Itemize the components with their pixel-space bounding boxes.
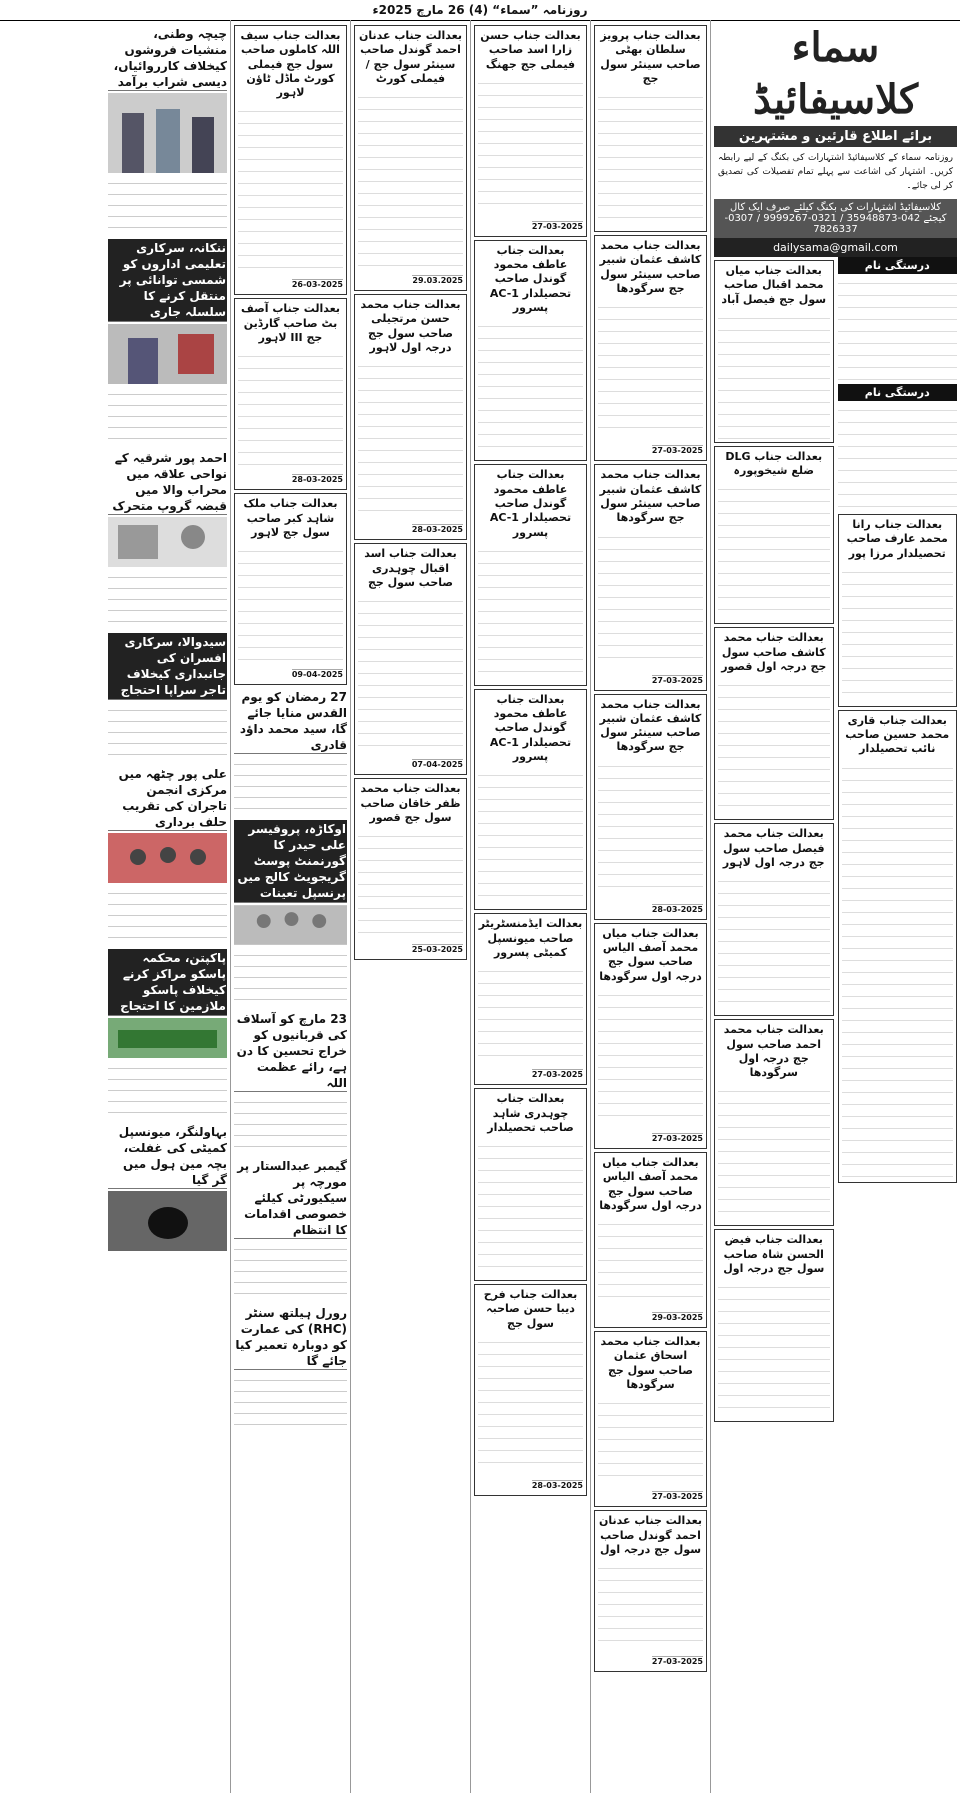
- ad-body: [598, 986, 703, 1126]
- court-ad: [234, 298, 347, 490]
- news-body: [108, 175, 227, 235]
- classified-brand: سماء کلاسیفائیڈ: [752, 24, 919, 123]
- court-ad: [714, 1019, 834, 1226]
- court-ad: [594, 1152, 707, 1328]
- news-body: [108, 569, 227, 629]
- news-photo: [234, 905, 347, 945]
- ad-body: [238, 347, 343, 467]
- court-title: بعدالت جناب محمد احمد صاحب سول جج درجہ اول سرگودھا: [723, 1023, 824, 1080]
- news-body: [234, 1241, 347, 1301]
- ad-body: [842, 759, 954, 1179]
- ad-body: [238, 542, 343, 662]
- ad-body: [478, 766, 583, 906]
- court-title: بعدالت جناب عاطف محمود گوندل صاحب تحصیلدار AC-1 پسرور: [489, 468, 572, 539]
- court-title: بعدالت جناب محمد کاشف عثمان شبیر صاحب سینئر سول جج سرگودھا: [599, 468, 702, 525]
- court-title: بعدالت جناب فیض الحسن شاہ صاحب سول جج درجہ اول: [723, 1233, 825, 1276]
- ad-body: [238, 102, 343, 272]
- court-ad: [594, 464, 707, 690]
- classified-intro: روزنامہ سماء کے کلاسیفائیڈ اشتہارات کی بکنگ کے لیے رابطہ کریں۔ اشتہار کی اشاعت سے پہلے تمام تفصیلات کی تصدیق کر لی جائے۔: [718, 153, 953, 191]
- news-body: [108, 885, 227, 945]
- classified-contact: کلاسیفائیڈ اشتہارات کی بکنگ کیلئے صرف ایک کال کیجئے 042-35948873 / 0321-9999267 / 0307-7826337: [714, 199, 957, 238]
- hearing-date: 27-03-2025: [651, 1492, 703, 1502]
- court-title: بعدالت جناب محمد کاشف عثمان شبیر صاحب سینئر سول جج سرگودھا: [599, 697, 702, 754]
- court-title: بعدالت ایڈمنسٹریٹر صاحب میونسپل کمیٹی پسرور: [478, 917, 583, 959]
- hearing-date: 09-04-2025: [291, 670, 343, 680]
- ad-body: [478, 542, 583, 682]
- hearing-date: 28-03-2025: [411, 525, 463, 535]
- court-title: بعدالت جناب سیف اللہ کاملوں صاحب سول جج فیملی کورٹ ماڈل ٹاؤن لاہور: [240, 29, 341, 100]
- court-title: بعدالت جناب محمد فیصل صاحب سول جج درجہ اول لاہور: [722, 827, 825, 869]
- news-body: [234, 1094, 347, 1154]
- ad-body: [718, 309, 830, 439]
- court-ad: [474, 240, 587, 461]
- court-ad: [474, 1284, 587, 1496]
- news-headline: علی پور چٹھہ میں مرکزی انجمن تاجران کی تقریب حلف برداری: [108, 766, 227, 831]
- news-headline: بہاولنگر، میونسپل کمیٹی کی غفلت، بچہ مین ہول میں گر گیا: [108, 1124, 227, 1189]
- news-photo: [108, 93, 227, 173]
- hearing-date: 27-03-2025: [651, 1133, 703, 1143]
- court-ad: [474, 25, 587, 237]
- court-ad: [474, 689, 587, 910]
- court-title: بعدالت جناب حسن زارا اسد صاحب فیملی جج جھنگ: [480, 29, 581, 71]
- ad-body: [718, 676, 830, 816]
- correction-title: درستگی نام: [838, 257, 958, 274]
- ad-body: [598, 1559, 703, 1649]
- hearing-date: 27-03-2025: [651, 1657, 703, 1667]
- court-ad: [474, 464, 587, 685]
- ad-body: [358, 592, 463, 752]
- court-ad: [714, 627, 834, 820]
- court-ad: [354, 778, 467, 960]
- ad-body: [478, 1137, 583, 1277]
- court-ad: [354, 25, 467, 291]
- news-photo: [108, 833, 227, 883]
- court-ad: [594, 25, 707, 232]
- court-title: بعدالت جناب آصف بٹ صاحب گارڈین جج III لاہور: [241, 302, 340, 345]
- court-ad: [234, 493, 347, 685]
- columns: [0, 20, 960, 1793]
- ad-body: [358, 357, 463, 517]
- news-photo: [108, 324, 227, 384]
- ad-body: [478, 1333, 583, 1473]
- hearing-date: 26-03-2025: [291, 280, 343, 290]
- ad-body: [598, 298, 703, 438]
- news-headline: ننکانہ، سرکاری تعلیمی اداروں کو شمسی توانائی پر منتقل کرنے کا سلسلہ جاری: [108, 239, 227, 322]
- court-ad: [594, 923, 707, 1149]
- classified-lower: [714, 257, 957, 1425]
- hearing-date: 27-03-2025: [651, 446, 703, 456]
- court-ad: [714, 446, 834, 625]
- news-headline: اوکاڑہ، پروفیسر علی حیدر کا گورنمنٹ پوسٹ گریجویٹ کالج میں پرنسپل تعینات: [234, 820, 347, 903]
- ad-body: [358, 827, 463, 937]
- classified-column: [710, 20, 960, 1793]
- news-photo: [108, 1191, 227, 1251]
- classified-subtitle: برائے اطلاع قارئین و مشتہرین: [714, 126, 957, 147]
- court-title: بعدالت جناب عاطف محمود گوندل صاحب تحصیلدار AC-1 پسرور: [489, 692, 572, 764]
- court-title: بعدالت جناب پرویز سلطان بھٹی صاحب سینئر سول جج: [600, 29, 701, 85]
- court-title: بعدالت جناب اسد اقبال چوہدری صاحب سول جج: [364, 547, 457, 589]
- news-column: [105, 20, 230, 1793]
- court-ad: [714, 823, 834, 1016]
- hearing-date: 27-03-2025: [651, 675, 703, 685]
- ads-news-column-3: [230, 20, 350, 1793]
- court-ad: [474, 1088, 587, 1281]
- ad-body: [718, 872, 830, 1012]
- ad-body: [598, 1394, 703, 1484]
- court-title: بعدالت جناب محمد کاشف صاحب سول جج درجہ اول قصور: [721, 631, 827, 674]
- court-title: بعدالت جناب عدنان احمد گوندل صاحب سول جج درجہ اول: [598, 1514, 703, 1556]
- court-title: بعدالت جناب میاں محمد اقبال صاحب سول جج فیصل آباد: [721, 264, 827, 306]
- ads-column-4: [350, 20, 470, 1793]
- court-title: بعدالت جناب محمد اسحاق عثمان صاحب سول جج سرگودھا: [600, 1335, 701, 1392]
- court-title: بعدالت جناب میاں محمد آصف الیاس صاحب سول جج درجہ اول سرگودھا: [599, 1155, 702, 1212]
- court-title: بعدالت جناب چوہدری شاہد صاحب تحصیلدار: [487, 1092, 574, 1134]
- court-title: بعدالت جناب محمد حسن مرتجیلی صاحب سول جج درجہ اول لاہور: [360, 298, 461, 355]
- ad-body: [718, 1278, 830, 1418]
- correction-body: [838, 401, 958, 511]
- ad-body: [718, 480, 830, 620]
- ad-body: [478, 74, 583, 214]
- hearing-date: 29-03-2025: [651, 1313, 703, 1323]
- court-ad: [594, 1331, 707, 1507]
- court-title: بعدالت جناب عاطف محمود گوندل صاحب تحصیلدار AC-1 پسرور: [489, 243, 572, 315]
- ad-body: [598, 1215, 703, 1305]
- news-headline: 27 رمضان کو یوم القدس منایا جائے گا، سید محمد داؤد قادری: [234, 689, 347, 754]
- correction-body: [838, 274, 958, 384]
- court-title: بعدالت جناب فرح دیبا حسن صاحبہ سول جج: [483, 1288, 578, 1330]
- ad-body: [842, 563, 954, 703]
- news-photo: [108, 1018, 227, 1058]
- court-title: بعدالت جناب قاری محمد حسین صاحب نائب تحصیلدار: [845, 713, 950, 756]
- news-body: [234, 1372, 347, 1432]
- news-headline: احمد پور شرقیہ کے نواحی علاقہ میں محراب والا میں قبضہ گروپ متحرک: [108, 450, 227, 515]
- ad-body: [718, 1082, 830, 1222]
- ad-body: [598, 757, 703, 897]
- news-headline: سیدوالا، سرکاری افسران کی جانبداری کیخلاف تاجر سراپا احتجاج: [108, 633, 227, 700]
- classified-right-half: [838, 257, 958, 1425]
- news-headline: 23 مارچ کو آسلاف کی قربانیوں کو خراج تحسین کا دن ہے، رائے عظمت اللہ: [234, 1011, 347, 1092]
- hearing-date: 28-03-2025: [531, 1481, 583, 1491]
- news-headline: چیچہ وطنی، منشیات فروشوں کیخلاف کارروائیاں، دیسی شراب برآمد: [108, 26, 227, 91]
- hearing-date: 27-03-2025: [531, 1070, 583, 1080]
- court-ad: [594, 1510, 707, 1672]
- news-body: [108, 1060, 227, 1120]
- news-body: [108, 702, 227, 762]
- ad-body: [598, 88, 703, 228]
- ad-body: [478, 962, 583, 1062]
- court-title: بعدالت جناب محمد ظفر خاقان صاحب سول جج قصور: [360, 782, 461, 824]
- news-headline: رورل ہیلتھ سنٹر (RHC) کی عمارت کو دوبارہ تعمیر کیا جائے گا: [235, 1306, 347, 1369]
- court-title: بعدالت جناب عدنان احمد گوندل صاحب سینئر سول جج / فیملی کورٹ: [358, 29, 463, 85]
- court-ad: [714, 260, 834, 443]
- ad-body: [478, 317, 583, 457]
- court-title: بعدالت جناب ملک شاہد کبر صاحب سول جج لاہور: [243, 497, 338, 539]
- court-ad: [354, 294, 467, 540]
- court-title: بعدالت جناب DLG ضلع شیخوپورہ: [725, 449, 823, 478]
- court-ad: [714, 1229, 834, 1422]
- hearing-date: 28-03-2025: [651, 904, 703, 914]
- classified-email: dailysama@gmail.com: [714, 238, 957, 257]
- court-title: بعدالت جناب رانا محمد عارف صاحب تحصیلدار مرزا پور: [846, 518, 948, 560]
- correction-title: درستگی نام: [838, 384, 958, 401]
- ads-column-6: [590, 20, 710, 1793]
- news-headline: گیمبر عبدالستار پر مورچہ پر سیکیورٹی کیلئے خصوصی اقدامات کا انتظام: [234, 1158, 347, 1239]
- court-ad: [234, 25, 347, 295]
- court-title: بعدالت جناب محمد کاشف عثمان شبیر صاحب سینئر سول جج سرگودھا: [599, 239, 702, 296]
- news-body: [108, 386, 227, 446]
- court-title: بعدالت جناب میاں محمد آصف الیاس صاحب سول جج درجہ اول سرگودھا: [599, 926, 702, 983]
- court-ad: [474, 913, 587, 1085]
- news-body: [234, 756, 347, 816]
- hearing-date: 29.03.2025: [412, 276, 463, 286]
- court-ad: [594, 235, 707, 461]
- hearing-date: 07-04-2025: [411, 760, 463, 770]
- masthead: روزنامہ ”سماء“ (4) 26 مارچ 2025ء: [0, 0, 960, 21]
- hearing-date: 27-03-2025: [531, 221, 583, 231]
- ad-body: [598, 528, 703, 668]
- court-ad: [354, 543, 467, 775]
- court-ad: [838, 710, 958, 1183]
- ads-column-5: [470, 20, 590, 1793]
- ad-body: [358, 88, 463, 268]
- news-photo: [108, 517, 227, 567]
- court-ad: [838, 514, 958, 707]
- classified-left-half: [714, 257, 834, 1425]
- court-ad: [594, 694, 707, 920]
- news-body: [234, 947, 347, 1007]
- hearing-date: 25-03-2025: [411, 945, 463, 955]
- hearing-date: 28-03-2025: [291, 475, 343, 485]
- news-headline: پاکپتن، محکمہ پاسکو مراکز کرنے کیخلاف پاسکو ملازمین کا احتجاج: [108, 949, 227, 1016]
